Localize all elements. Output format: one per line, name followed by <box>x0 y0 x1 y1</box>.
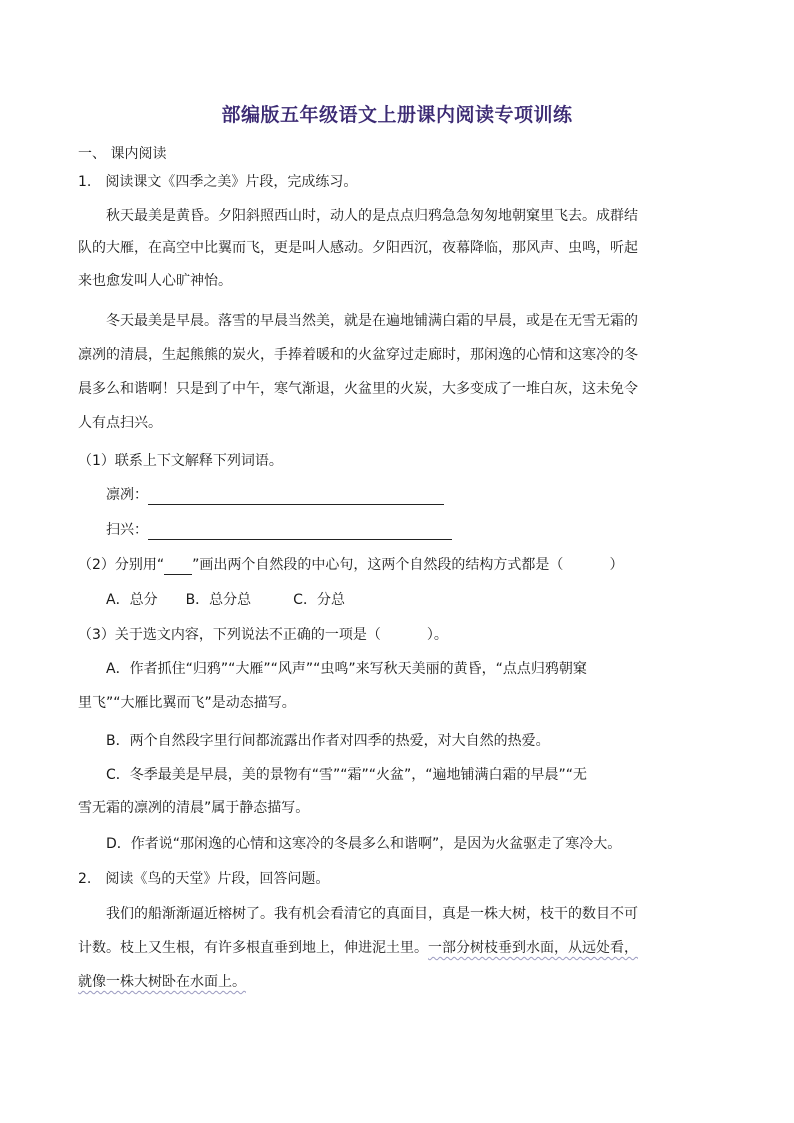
q1-sub1-word2-label: 扫兴： <box>106 522 148 538</box>
q1-sub2-underline-mark <box>164 559 192 575</box>
question-2-header: 2. 阅读《鸟的天堂》片段，回答问题。 <box>78 871 330 887</box>
q1-para1-line3: 来也愈发叫人心旷神怡。 <box>78 273 232 289</box>
q2-passage-line2-wavy: 一部分树枝垂到水面，从远处看， <box>428 940 638 956</box>
q2-passage-line3 <box>78 972 246 992</box>
q1-sub2-prompt-before: （2）分别用“ <box>78 557 165 573</box>
q2-passage-line3-wavy: 就像一株大树卧在水面上。 <box>78 974 246 990</box>
q1-para2-line1: 冬天最美是早晨。落雪的早晨当然美，就是在遍地铺满白霜的早晨，或是在无雪无霜的 <box>106 313 638 329</box>
q1-para1-line1: 秋天最美是黄昏。夕阳斜照西山时，动人的是点点归鸦急急匆匆地朝窠里飞去。成群结 <box>106 208 638 224</box>
q1-sub2-close-paren: ） <box>609 557 624 573</box>
section-heading: 一、 课内阅读 <box>78 146 167 162</box>
q2-passage-line2 <box>78 938 638 958</box>
q1-sub3-option-c-line1: C．冬季最美是早晨，美的景物有“雪”“霜”“火盆”，“遍地铺满白霜的早晨”“无 <box>106 767 588 783</box>
q2-passage-line1: 我们的船渐渐逼近榕树了。我有机会看清它的真面目，真是一株大树，枝干的数目不可 <box>106 906 638 922</box>
q2-passage-line2-plain: 计数。枝上又生根，有许多根直垂到地上，伸进泥土里。 <box>78 940 428 956</box>
q1-sub2-options: A．总分 B．总分总 C．分总 <box>106 592 345 608</box>
q1-sub3-option-a-line2: 里飞”“大雁比翼而飞”是动态描写。 <box>78 695 296 711</box>
q1-para2-line3: 晨多么和谐啊！只是到了中午，寒气渐退，火盆里的火炭，大多变成了一堆白灰，这未免令 <box>78 381 638 397</box>
q1-sub1-prompt: （1）联系上下文解释下列词语。 <box>78 453 283 469</box>
q1-sub2-prompt-after: ”画出两个自然段的中心句，这两个自然段的结构方式都是（ <box>192 557 564 573</box>
question-1-header: 1. 阅读课文《四季之美》片段，完成练习。 <box>78 174 358 190</box>
q1-sub1-word2-row <box>106 520 452 540</box>
q1-sub3-option-a-line1: A．作者抓住“归鸦”“大雁”“风声”“虫鸣”来写秋天美丽的黄昏，“点点归鸦朝窠 <box>106 661 587 677</box>
q1-sub3-prompt: （3）关于选文内容，下列说法不正确的一项是（ <box>78 627 381 643</box>
q1-sub1-word1-answer-blank[interactable] <box>148 489 444 505</box>
page-title: 部编版五年级语文上册课内阅读专项训练 <box>221 104 573 126</box>
q1-sub3-option-c-line2: 雪无霜的凛冽的清晨”属于静态描写。 <box>78 800 310 816</box>
q1-para2-line4: 人有点扫兴。 <box>78 415 162 431</box>
q1-sub1-word1-label: 凛冽： <box>106 487 148 503</box>
q1-sub3-option-d: D．作者说“那闲逸的心情和这寒冷的冬晨多么和谐啊”，是因为火盆驱走了寒冷大。 <box>106 836 622 852</box>
q1-para1-line2: 队的大雁，在高空中比翼而飞，更是叫人感动。夕阳西沉，夜幕降临，那风声、虫鸣，听起 <box>78 240 638 256</box>
q1-sub3-prompt-row <box>78 625 448 645</box>
q1-sub3-option-b: B．两个自然段字里行间都流露出作者对四季的热爱，对大自然的热爱。 <box>106 733 550 749</box>
q1-sub1-word1-row <box>106 485 444 505</box>
q1-para2-line2: 凛冽的清晨，生起熊熊的炭火，手捧着暖和的火盆穿过走廊时，那闲逸的心情和这寒冷的冬 <box>78 347 638 363</box>
q1-sub1-word2-answer-blank[interactable] <box>148 524 452 540</box>
q1-sub2-prompt-row <box>78 555 623 575</box>
q1-sub3-close-paren: ）。 <box>426 627 448 643</box>
